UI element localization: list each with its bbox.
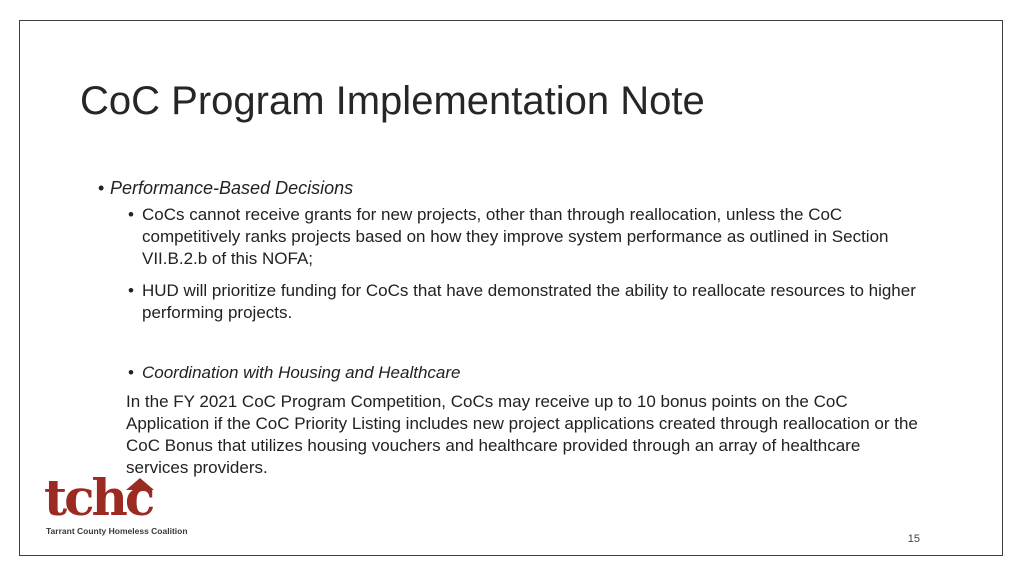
list-item bbox=[128, 362, 942, 384]
bullet-icon: • bbox=[128, 281, 134, 300]
section-heading-text: Performance-Based Decisions bbox=[110, 178, 354, 198]
logo-wordmark: tchc bbox=[44, 468, 153, 527]
page-number: 15 bbox=[907, 533, 920, 545]
bullet-icon: • bbox=[128, 205, 134, 224]
slide-title: CoC Program Implementation Note bbox=[80, 79, 705, 123]
list-item-text: HUD will prioritize funding for CoCs that have demonstrated the ability to reallocate resources to higher performing projects. bbox=[142, 281, 916, 322]
list-item-text: Coordination with Housing and Healthcare bbox=[142, 363, 461, 382]
body-paragraph: In the FY 2021 CoC Program Competition, CoCs may receive up to 10 bonus points on the CoC Application if the CoC Priority Listing includes new project applications created through reallocation or the CoC Bonus that utilizes housing vouchers and healthcare provided through an array of healthcare services providers. bbox=[126, 392, 918, 477]
logo-subtitle: Tarrant County Homeless Coalition bbox=[46, 526, 188, 536]
slide-frame bbox=[19, 20, 1003, 556]
tchc-logo bbox=[44, 468, 194, 542]
list-item-text: CoCs cannot receive grants for new projects, other than through reallocation, unless the CoC competitively ranks projects based on how they improve system performance as outlined in Section VII.B.2.b of this NOFA; bbox=[142, 205, 889, 268]
slide-content bbox=[20, 21, 1002, 555]
list-item bbox=[128, 280, 942, 324]
section-heading bbox=[98, 178, 354, 199]
bullet-icon: • bbox=[98, 178, 105, 198]
list-item bbox=[128, 204, 942, 270]
bullet-icon: • bbox=[128, 363, 134, 382]
